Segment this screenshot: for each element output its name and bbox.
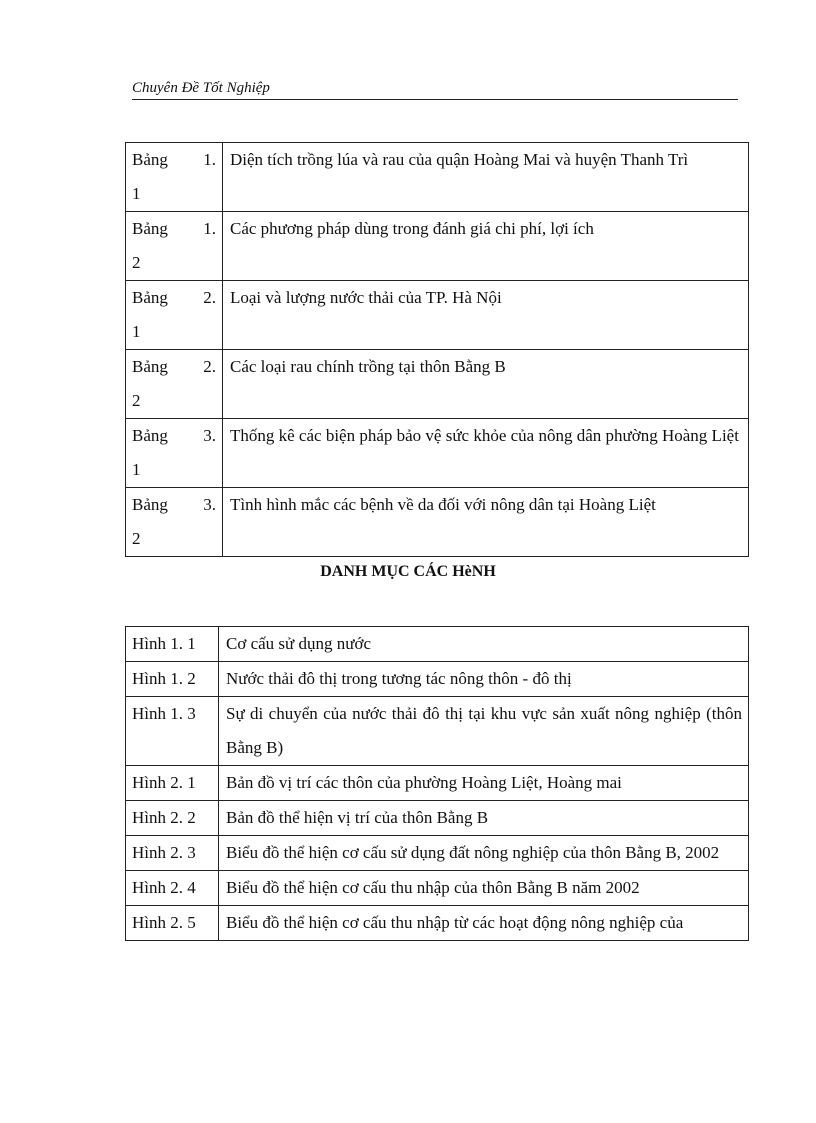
figure-row [126,836,749,871]
table-label-cell [126,350,223,419]
figure-description: Bản đồ thể hiện vị trí của thôn Bằng B [219,801,749,836]
table-row [126,350,749,419]
figure-description: Nước thải đô thị trong tương tác nông thôn - đô thị [219,662,749,697]
label-word: Bảng [132,357,168,376]
figure-label: Hình 1. 3 [126,697,219,766]
table-row [126,281,749,350]
label-number: 1. [203,150,216,169]
table-description: Các phương pháp dùng trong đánh giá chi phí, lợi ích [223,212,749,281]
table-label-cell [126,488,223,557]
figure-row [126,697,749,766]
table-row [126,419,749,488]
label-word: Bảng [132,495,168,514]
figure-label: Hình 2. 1 [126,766,219,801]
label-word: Bảng [132,288,168,307]
label-sub: 1 [132,460,141,479]
label-sub: 2 [132,253,141,272]
table-row [126,212,749,281]
label-word: Bảng [132,219,168,238]
figure-description: Cơ cấu sử dụng nước [219,627,749,662]
table-description: Các loại rau chính trồng tại thôn Bằng B [223,350,749,419]
label-sub: 2 [132,391,141,410]
label-number: 3. [203,495,216,514]
table-description: Loại và lượng nước thải của TP. Hà Nội [223,281,749,350]
table-description: Tình hình mắc các bệnh về da đối với nông dân tại Hoàng Liệt [223,488,749,557]
label-number: 2. [203,357,216,376]
figure-label: Hình 2. 4 [126,871,219,906]
figure-row [126,906,749,941]
figure-label: Hình 2. 2 [126,801,219,836]
label-word: Bảng [132,150,168,169]
figure-row [126,627,749,662]
table-label-cell [126,212,223,281]
table-description: Diện tích trồng lúa và rau của quận Hoàng Mai và huyện Thanh Trì [223,143,749,212]
label-sub: 1 [132,322,141,341]
label-sub: 1 [132,184,141,203]
figure-description: Biểu đồ thể hiện cơ cấu sử dụng đất nông nghiệp của thôn Bằng B, 2002 [219,836,749,871]
figure-label: Hình 2. 5 [126,906,219,941]
table-label-cell [126,419,223,488]
table-row [126,488,749,557]
figure-label: Hình 1. 1 [126,627,219,662]
figure-row [126,766,749,801]
figure-row [126,801,749,836]
label-number: 2. [203,288,216,307]
label-number: 3. [203,426,216,445]
page-header: Chuyên Đề Tốt Nghiệp [132,80,738,100]
figure-row [126,662,749,697]
label-word: Bảng [132,426,168,445]
figure-description: Biểu đồ thể hiện cơ cấu thu nhập từ các hoạt động nông nghiệp của [219,906,749,941]
figure-label: Hình 1. 2 [126,662,219,697]
table-label-cell [126,143,223,212]
figure-description: Sự di chuyển của nước thải đô thị tại khu vực sản xuất nông nghiệp (thôn Bằng B) [219,697,749,766]
figure-list [125,626,749,941]
label-sub: 2 [132,529,141,548]
figure-row [126,871,749,906]
table-row [126,143,749,212]
table-label-cell [126,281,223,350]
figure-description: Biểu đồ thể hiện cơ cấu thu nhập của thôn Bằng B năm 2002 [219,871,749,906]
figure-description: Bản đồ vị trí các thôn của phường Hoàng Liệt, Hoàng mai [219,766,749,801]
label-number: 1. [203,219,216,238]
figure-label: Hình 2. 3 [126,836,219,871]
table-description: Thống kê các biện pháp bảo vệ sức khỏe của nông dân phường Hoàng Liệt [223,419,749,488]
figures-section-title: DANH MỤC CÁC HèNH [320,563,496,580]
table-list [125,142,749,557]
